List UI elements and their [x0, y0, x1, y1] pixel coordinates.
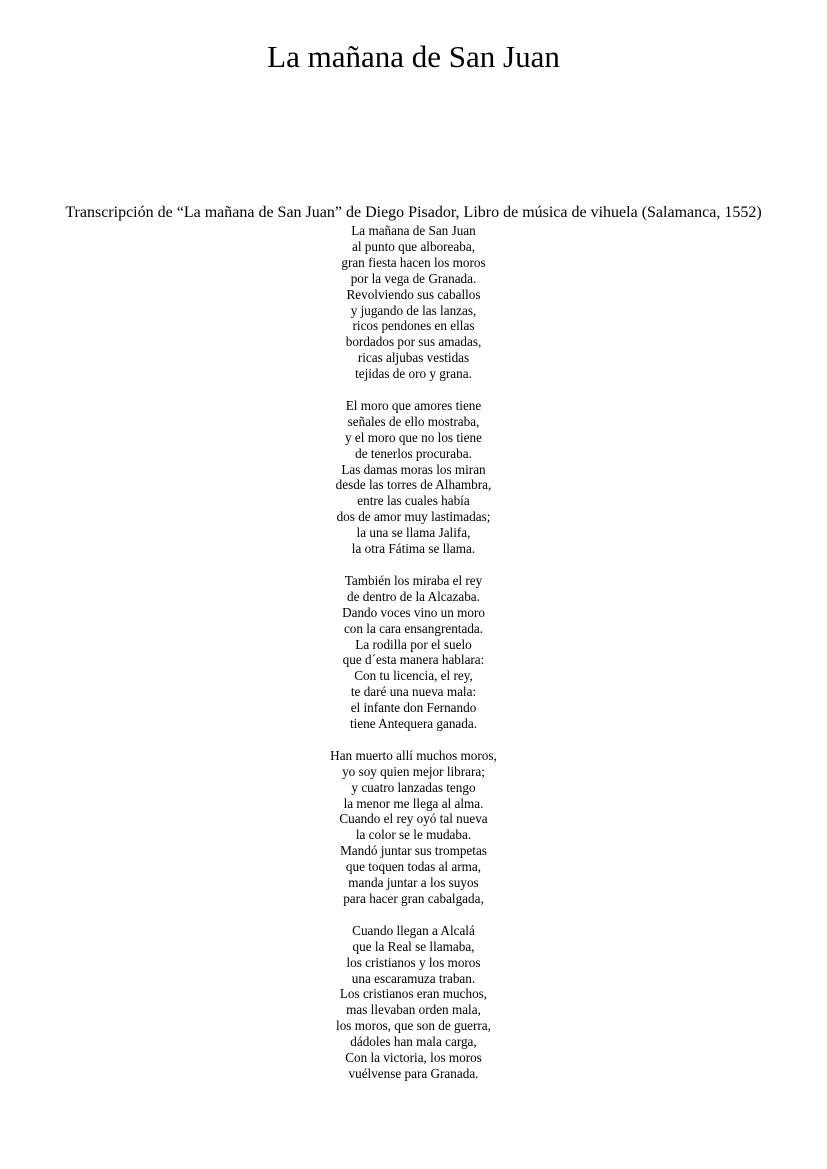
verse: la una se llama Jalifa, [356, 525, 471, 541]
verse: con la cara ensangrentada. [343, 620, 484, 636]
verse: tiene Antequera ganada. [349, 716, 478, 732]
verse: señales de ello mostraba, [347, 413, 480, 429]
verse: dádoles han mala carga, [350, 1034, 477, 1050]
verse: al punto que alboreaba, [351, 238, 476, 254]
verse: tejidas de oro y grana. [355, 366, 472, 382]
verse: la color se le mudaba. [355, 827, 472, 843]
verse: Con tu licencia, el rey, [354, 668, 473, 684]
verse: La mañana de San Juan [351, 223, 476, 238]
verse: una escaramuza traban. [351, 970, 476, 986]
verse: y cuatro lanzadas tengo [351, 779, 476, 795]
stanza-1 [0, 223, 827, 382]
verse: Con la victoria, los moros [345, 1050, 482, 1066]
verse: ricas aljubas vestidas [357, 350, 470, 366]
page-title: La mañana de San Juan [267, 39, 560, 74]
verse: entre las cuales había [357, 493, 470, 509]
verse: de tenerlos procuraba. [355, 445, 472, 461]
verse: la otra Fátima se llama. [351, 541, 476, 557]
verse: La rodilla por el suelo [355, 636, 472, 652]
verse: ricos pendones en ellas [352, 318, 475, 334]
verse: dos de amor muy lastimadas; [336, 509, 491, 525]
poem [0, 223, 827, 1098]
verse: Cuando llegan a Alcalá [352, 922, 475, 938]
verse: y jugando de las lanzas, [350, 302, 477, 318]
verse: gran fiesta hacen los moros [341, 254, 486, 270]
verse: Han muerto allí muchos moros, [330, 747, 497, 763]
verse: mas llevaban orden mala, [346, 1002, 481, 1018]
verse: la menor me llega al alma. [343, 795, 484, 811]
verse: los moros, que son de guerra, [336, 1018, 491, 1034]
verse: Los cristianos eran muchos, [339, 986, 488, 1002]
verse: yo soy quien mejor librara; [342, 763, 485, 779]
verse: Las damas moras los miran [341, 461, 486, 477]
verse: para hacer gran cabalgada, [343, 891, 484, 907]
verse: que toquen todas al arma, [345, 859, 482, 875]
page-subtitle: Transcripción de “La mañana de San Juan” de Diego Pisador, Libro de música de vihuela (Salamanca, 1552) [65, 204, 762, 221]
verse: manda juntar a los suyos [348, 875, 479, 891]
stanza-3 [0, 573, 827, 732]
stanza-2 [0, 398, 827, 557]
verse: que la Real se llamaba, [352, 938, 475, 954]
verse: que d´esta manera hablara: [342, 652, 485, 668]
stanza-4 [0, 748, 827, 907]
verse: te daré una nueva mala: [350, 684, 477, 700]
verse: También los miraba el rey [344, 572, 483, 588]
verse: El moro que amores tiene [345, 397, 482, 413]
verse: Dando voces vino un moro [342, 604, 485, 620]
verse: desde las torres de Alhambra, [335, 477, 492, 493]
verse: por la vega de Granada. [350, 270, 477, 286]
verse: bordados por sus amadas, [345, 334, 482, 350]
verse: vuélvense para Granada. [348, 1065, 479, 1081]
verse: el infante don Fernando [350, 700, 477, 716]
verse: Mandó juntar sus trompetas [340, 843, 487, 859]
verse: y el moro que no los tiene [345, 429, 482, 445]
verse: de dentro de la Alcazaba. [347, 588, 480, 604]
verse: los cristianos y los moros [346, 954, 481, 970]
verse: Revolviendo sus caballos [346, 286, 481, 302]
verse: Cuando el rey oyó tal nueva [339, 811, 488, 827]
stanza-5 [0, 923, 827, 1082]
